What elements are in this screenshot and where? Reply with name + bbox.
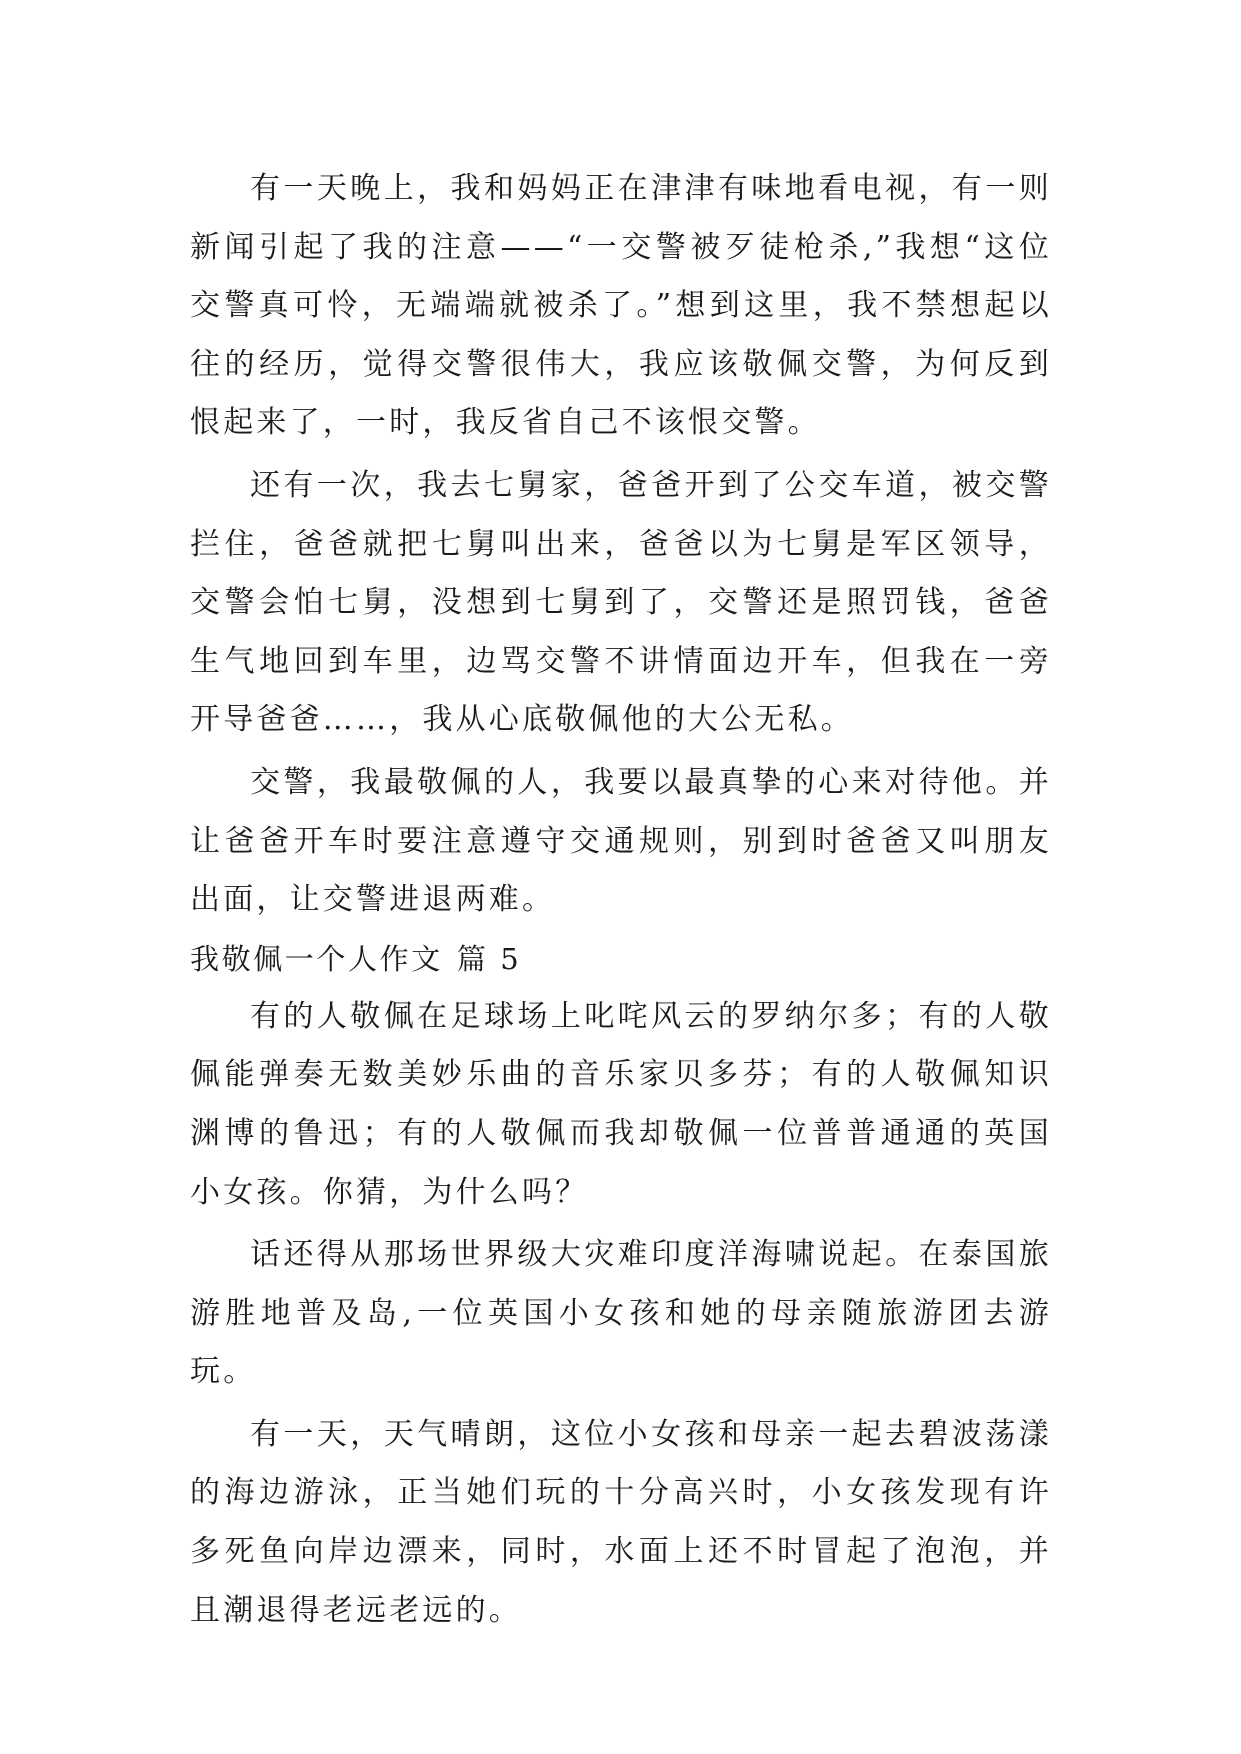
essay-heading-section: 篇 5 xyxy=(456,941,522,976)
paragraph-conclusion: 交警，我最敬佩的人，我要以最真挚的心来对待他。并让爸爸开车时要注意遵守交通规则，别到时爸爸又叫朋友出面，让交警进退两难。 xyxy=(190,764,1052,918)
document-body xyxy=(190,160,1052,1640)
essay-heading-title: 我敬佩一个人作文 xyxy=(190,941,443,976)
essay-heading xyxy=(190,930,1052,988)
paragraph-traffic-police-news: 有一天晚上，我和妈妈正在津津有味地看电视，有一则新闻引起了我的注意——“一交警被歹徒枪杀,”我想“这位交警真可怜，无端端就被杀了。”想到这里，我不禁想起以往的经历，觉得交警很伟大，我应该敬佩交警，为何反到恨起来了，一时，我反省自己不该恨交警。 xyxy=(190,171,1052,441)
paragraph-uncle-story: 还有一次，我去七舅家，爸爸开到了公交车道，被交警拦住，爸爸就把七舅叫出来，爸爸以为七舅是军区领导，交警会怕七舅，没想到七舅到了，交警还是照罚钱，爸爸生气地回到车里，边骂交警不讲情面边开车，但我在一旁开导爸爸……，我从心底敬佩他的大公无私。 xyxy=(190,467,1052,738)
paragraph-tsunami-intro: 话还得从那场世界级大灾难印度洋海啸说起。在泰国旅游胜地普及岛,一位英国小女孩和她的母亲随旅游团去游玩。 xyxy=(190,1237,1052,1390)
paragraph-beach-day: 有一天，天气晴朗，这位小女孩和母亲一起去碧波荡漾的海边游泳，正当她们玩的十分高兴时，小女孩发现有许多死鱼向岸边漂来，同时，水面上还不时冒起了泡泡，并且潮退得老远老远的。 xyxy=(190,1416,1052,1628)
paragraph-admiration-list: 有的人敬佩在足球场上叱咤风云的罗纳尔多；有的人敬佩能弹奏无数美妙乐曲的音乐家贝多芬；有的人敬佩知识渊博的鲁迅；有的人敬佩而我却敬佩一位普普通通的英国小女孩。你猜，为什么吗？ xyxy=(190,998,1052,1210)
